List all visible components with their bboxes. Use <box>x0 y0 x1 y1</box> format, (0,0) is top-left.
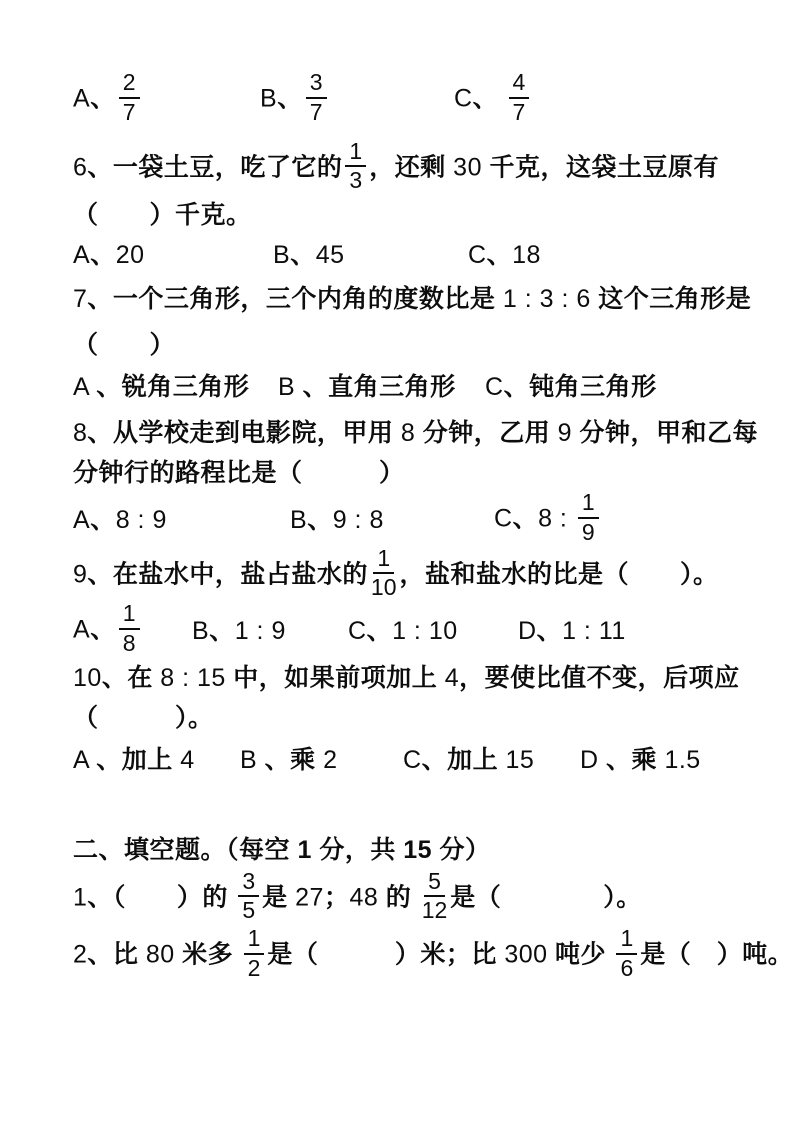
fraction-denominator: 5 <box>242 897 256 924</box>
text-run: 9 <box>73 559 88 588</box>
fraction-numerator: 5 <box>424 869 445 898</box>
text-run: 二、填空题。（每空 <box>73 835 291 864</box>
q8-stem-line-2 <box>73 454 787 492</box>
text-run: 4 <box>172 745 195 774</box>
q8-stem-line-1 <box>73 414 787 452</box>
text-run: 8 <box>73 419 88 447</box>
text-run: 1.5 <box>657 745 701 774</box>
fraction <box>238 869 259 925</box>
fraction-denominator: 7 <box>512 98 526 125</box>
text-run: 1 : 3 : 6 <box>495 285 599 313</box>
text-run: 1 <box>73 882 88 911</box>
q6-stem-line-2 <box>73 196 787 234</box>
text-run: 2 <box>73 940 88 969</box>
text-run: 是（ ）。 <box>450 882 642 911</box>
q7-options-row <box>73 368 787 406</box>
text-run: 、 <box>277 84 303 113</box>
text-run: A <box>73 745 97 774</box>
fraction-denominator: 7 <box>309 98 323 125</box>
fraction <box>244 926 265 982</box>
text-run: 、 <box>307 505 333 534</box>
answer-option <box>468 236 541 274</box>
text-run: 80 <box>138 940 183 969</box>
text-run: B <box>278 373 303 401</box>
text-run: C <box>454 84 473 113</box>
answer-option <box>73 600 192 659</box>
text-run: 分钟，乙用 <box>422 419 551 447</box>
text-run: 18 <box>512 241 541 269</box>
fraction-numerator: 1 <box>578 490 599 519</box>
text-run: 、乘 <box>606 745 658 774</box>
q5-options-row <box>73 69 787 128</box>
text-run: B <box>290 505 308 534</box>
text-run: 48 <box>349 882 386 911</box>
text-run: 吨少 <box>555 940 607 969</box>
text-run: C <box>494 504 513 533</box>
text-run: 30 <box>445 152 490 181</box>
fraction-denominator: 10 <box>370 574 397 601</box>
q10-blank-line <box>73 699 787 737</box>
text-run: 1 <box>290 835 320 864</box>
text-run <box>606 940 613 968</box>
fraction-denominator: 3 <box>349 167 363 194</box>
text-run <box>228 883 235 911</box>
text-run: 、 <box>90 615 116 644</box>
text-run: 300 <box>496 940 556 969</box>
text-run: 、加上 <box>96 745 173 774</box>
text-run: 2 <box>315 745 338 774</box>
text-run: 分，共 <box>319 835 396 864</box>
fraction-numerator: 1 <box>244 926 265 955</box>
fill-q1-line <box>73 867 787 927</box>
fraction <box>345 139 366 195</box>
text-run: 、在盐水中，盐占盐水的 <box>87 559 368 588</box>
text-run: 9 <box>550 419 580 447</box>
text-run: D <box>580 745 606 774</box>
text-run <box>498 84 505 112</box>
text-run: 15 <box>395 835 440 864</box>
answer-option <box>485 368 657 406</box>
answer-option <box>73 368 278 406</box>
text-run: 的 <box>385 882 412 911</box>
text-run: 分） <box>439 835 491 864</box>
fraction <box>509 70 530 126</box>
text-run: ，盐和盐水的比是（ ）。 <box>399 559 719 588</box>
answer-option <box>240 741 403 779</box>
text-run: A <box>73 84 91 113</box>
text-run: 4 <box>437 663 460 692</box>
text-run: 、 <box>472 84 499 113</box>
text-run: （ ）。 <box>73 703 214 732</box>
fraction-denominator: 9 <box>581 518 595 545</box>
text-run: 、一个三角形，三个内角的度数比是 <box>87 285 496 313</box>
text-run: 8 : 9 <box>115 505 167 534</box>
text-run: 1 : 9 <box>234 616 286 645</box>
text-run: C <box>403 745 422 774</box>
answer-option <box>260 69 454 128</box>
text-run: 这个三角形是 <box>598 285 752 313</box>
fraction-numerator: 1 <box>616 926 637 955</box>
text-run: 、 <box>90 241 116 269</box>
q9-stem-line <box>73 544 787 604</box>
text-run: C <box>348 616 367 645</box>
fraction-numerator: 1 <box>373 546 394 575</box>
text-run <box>411 883 418 911</box>
text-run: 、从学校走到电影院，甲用 <box>87 419 394 447</box>
text-run: B <box>273 241 291 269</box>
text-run: 是（ ）米；比 <box>267 940 497 969</box>
text-run: ，还剩 <box>369 152 446 181</box>
text-run: ，要使比值不变，后项应 <box>459 663 740 692</box>
text-run: B <box>192 616 210 645</box>
text-run: 1 : 10 <box>392 616 458 645</box>
q10-options-row <box>73 741 787 779</box>
q10-stem-line <box>73 659 787 697</box>
text-run: 是 <box>262 882 288 911</box>
text-run: 、加上 <box>421 745 499 774</box>
fraction <box>578 490 599 546</box>
text-run: 中，如果前项加上 <box>233 663 438 692</box>
fraction-numerator: 3 <box>306 70 327 99</box>
answer-option <box>494 489 602 548</box>
text-run: 、直角三角形 <box>302 373 456 401</box>
text-run: 27 <box>287 882 324 911</box>
text-run: 、钝角三角形 <box>503 373 657 401</box>
text-run: 、 <box>90 505 116 534</box>
text-run: 、乘 <box>264 745 316 774</box>
q6-options-row <box>73 236 787 274</box>
fraction-numerator: 4 <box>509 70 530 99</box>
text-run: C <box>485 373 504 401</box>
text-run: 7 <box>73 285 88 313</box>
text-run: 8 : <box>538 504 575 533</box>
fill-section-header <box>73 831 787 869</box>
answer-option <box>403 741 580 779</box>
fraction-denominator: 7 <box>122 98 136 125</box>
text-run: （ ）千克。 <box>73 201 252 229</box>
text-run: 6 <box>73 152 88 181</box>
answer-option <box>454 69 532 128</box>
fraction-denominator: 12 <box>421 897 448 924</box>
text-run: 、 <box>90 84 116 113</box>
text-run: A <box>73 505 91 534</box>
answer-option <box>580 741 701 779</box>
text-run: 、 <box>209 616 235 645</box>
text-run: 10 <box>73 663 102 692</box>
text-run: A <box>73 373 97 401</box>
fraction <box>119 601 140 657</box>
answer-option <box>73 741 240 779</box>
answer-option <box>192 612 348 650</box>
fraction-numerator: 2 <box>119 70 140 99</box>
text-run: 、 <box>366 616 393 645</box>
text-run: 、 <box>536 616 563 645</box>
q7-stem-line-1 <box>73 280 787 318</box>
text-run: 45 <box>315 241 345 269</box>
text-run: 、在 <box>101 663 153 692</box>
answer-option <box>518 612 626 650</box>
q7-blank-line <box>73 326 787 364</box>
text-run: 15 <box>498 745 535 774</box>
text-run: 分钟，甲和乙每 <box>579 419 759 447</box>
text-run: D <box>518 616 537 645</box>
text-run: A <box>73 615 91 644</box>
text-run: 、锐角三角形 <box>96 373 250 401</box>
answer-option <box>273 236 468 274</box>
text-run: A <box>73 241 91 269</box>
text-run: B <box>240 745 265 774</box>
fraction-numerator: 1 <box>345 139 366 168</box>
text-run: 8 : 15 <box>152 663 234 692</box>
fraction <box>119 70 140 126</box>
q6-stem-line-1 <box>73 137 787 197</box>
text-run: 是（ ）吨。 <box>640 940 793 969</box>
text-run: 分钟行的路程比是（ ） <box>73 459 405 487</box>
q8-options-row <box>73 489 787 548</box>
fraction <box>306 70 327 126</box>
answer-option <box>73 69 260 128</box>
text-run: 1 : 11 <box>562 616 626 645</box>
text-run: 、一袋土豆，吃了它的 <box>87 152 343 181</box>
text-run: 、 <box>486 241 513 269</box>
answer-option <box>73 236 273 274</box>
text-run: 20 <box>115 241 145 269</box>
fraction-denominator: 6 <box>620 954 634 981</box>
text-run <box>233 940 240 968</box>
answer-option <box>290 501 494 539</box>
text-run: 米多 <box>182 940 234 969</box>
text-run: B <box>260 84 278 113</box>
fraction-numerator: 1 <box>119 601 140 630</box>
answer-option <box>348 612 518 650</box>
text-run: 9 : 8 <box>332 505 384 534</box>
fraction-denominator: 2 <box>247 954 261 981</box>
q9-options-row <box>73 600 787 659</box>
text-run: （ ） <box>73 331 176 359</box>
answer-option <box>73 501 290 539</box>
fraction-numerator: 3 <box>238 869 259 898</box>
fill-q2-line <box>73 925 793 984</box>
fraction <box>371 546 397 602</box>
answer-option <box>278 368 485 406</box>
fraction <box>422 869 448 925</box>
fraction-denominator: 8 <box>122 629 136 656</box>
text-run: 、比 <box>87 940 139 969</box>
text-run: 、（ ）的 <box>87 882 228 911</box>
text-run: C <box>468 241 487 269</box>
text-run: 、 <box>290 241 316 269</box>
text-run: 、 <box>512 504 539 533</box>
fraction <box>616 926 637 982</box>
text-run: ； <box>323 882 350 911</box>
text-run: 8 <box>393 419 423 447</box>
text-run: 千克，这袋土豆原有 <box>489 152 719 181</box>
